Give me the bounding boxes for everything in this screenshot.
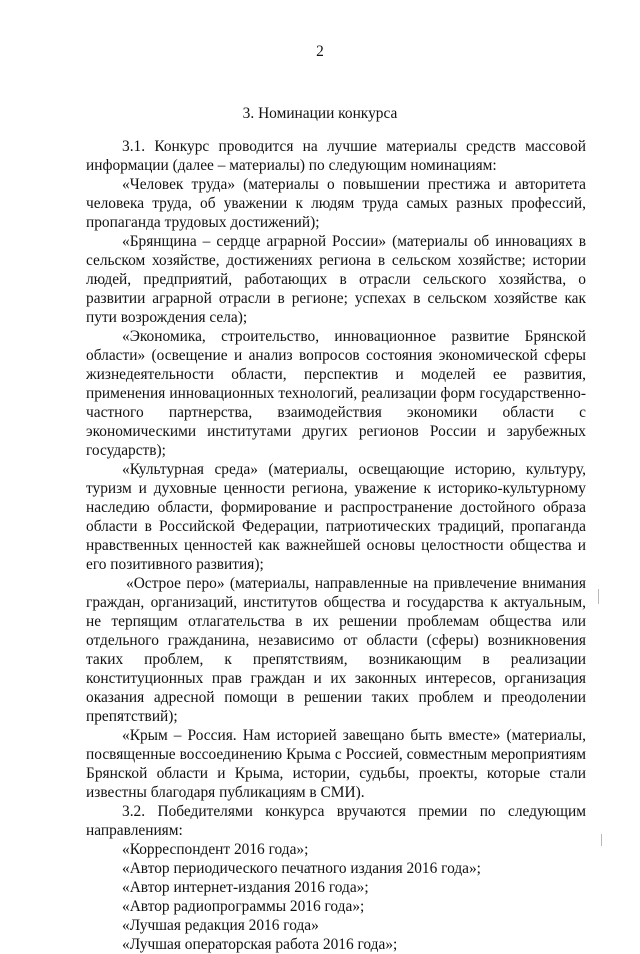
- scan-mark: [598, 589, 599, 604]
- paragraph-3-2: 3.2. Победителями конкурса вручаются премии по следующим направлениям:: [86, 803, 586, 839]
- section-heading: 3. Номинации конкурса: [242, 105, 398, 122]
- award-item-pechatnoe-izdanie: «Автор периодического печатного издания 2016 года»;: [122, 860, 481, 877]
- scan-mark: [601, 834, 602, 846]
- nomination-bryanshchina: «Брянщина – сердце аграрной России» (материалы об инновациях в сельском хозяйстве, достижениях региона в сельском хозяйстве; истории людей, предприятий, работающих в отрасли сельского хозяйства, о развитии аграрной отрасли в регионе; успехах в сельском хозяйстве как пути возрождения села);: [86, 233, 586, 326]
- nomination-kulturnaya-sreda: «Культурная среда» (материалы, освещающие историю, культуру, туризм и духовные ценности региона, уважение к историко-культурному наследию области, формирование и распространение достойного образа области в Российской Федерации, патриотических традиций, пропаганда нравственных ценностей как важнейшей основы целостности общества и его позитивного развития);: [86, 461, 586, 573]
- nomination-ostroe-pero: «Острое перо» (материалы, направленные на привлечение внимания граждан, организаций, институтов общества и государства к актуальным, не терпящим отлагательства в их решении проблемам общества или отдельного гражданина, независимо от области (сферы) возникновения таких проблем, к препятствиям, возникающим в реализации конституционных прав граждан и их законных интересов, организация оказания адресной помощи в решении таких проблем и преодолении препятствий);: [86, 575, 586, 725]
- award-item-internet-izdanie: «Автор интернет-издания 2016 года»;: [122, 879, 369, 896]
- award-item-korrespondent: «Корреспондент 2016 года»;: [122, 841, 309, 858]
- award-item-redaktsiya: «Лучшая редакция 2016 года»: [122, 917, 319, 934]
- document-body: [86, 137, 586, 954]
- nomination-krym-rossiya: «Крым – Россия. Нам историей завещано быть вместе» (материалы, посвященные воссоединению Крыма с Россией, совместным мероприятиям Брянской области и Крыма, истории, судьбы, проекты, которые стали известны благодаря публикациям в СМИ).: [86, 727, 586, 801]
- page-number: 2: [316, 43, 324, 60]
- scan-mark: [440, 650, 442, 651]
- award-list: [86, 840, 586, 954]
- award-item-operatorskaya-rabota: «Лучшая операторская работа 2016 года»;: [122, 936, 398, 953]
- nomination-ekonomika: «Экономика, строительство, инновационное развитие Брянской области» (освещение и анализ вопросов состояния экономической сферы жизнедеятельности области, перспектив и моделей ее развития, применения инновационных технологий, реализации форм государственно-частного партнерства, взаимодействия экономики области с экономическими институтами других регионов России и зарубежных государств);: [86, 328, 586, 459]
- nomination-chelovek-truda: «Человек труда» (материалы о повышении престижа и авторитета человека труда, об уважении к людям труда самых разных профессий, пропаганда трудовых достижений);: [86, 176, 586, 231]
- award-item-radioprogramma: «Автор радиопрограммы 2016 года»;: [122, 898, 365, 915]
- paragraph-3-1: 3.1. Конкурс проводится на лучшие материалы средств массовой информации (далее – материалы) по следующим номинациям:: [86, 138, 586, 174]
